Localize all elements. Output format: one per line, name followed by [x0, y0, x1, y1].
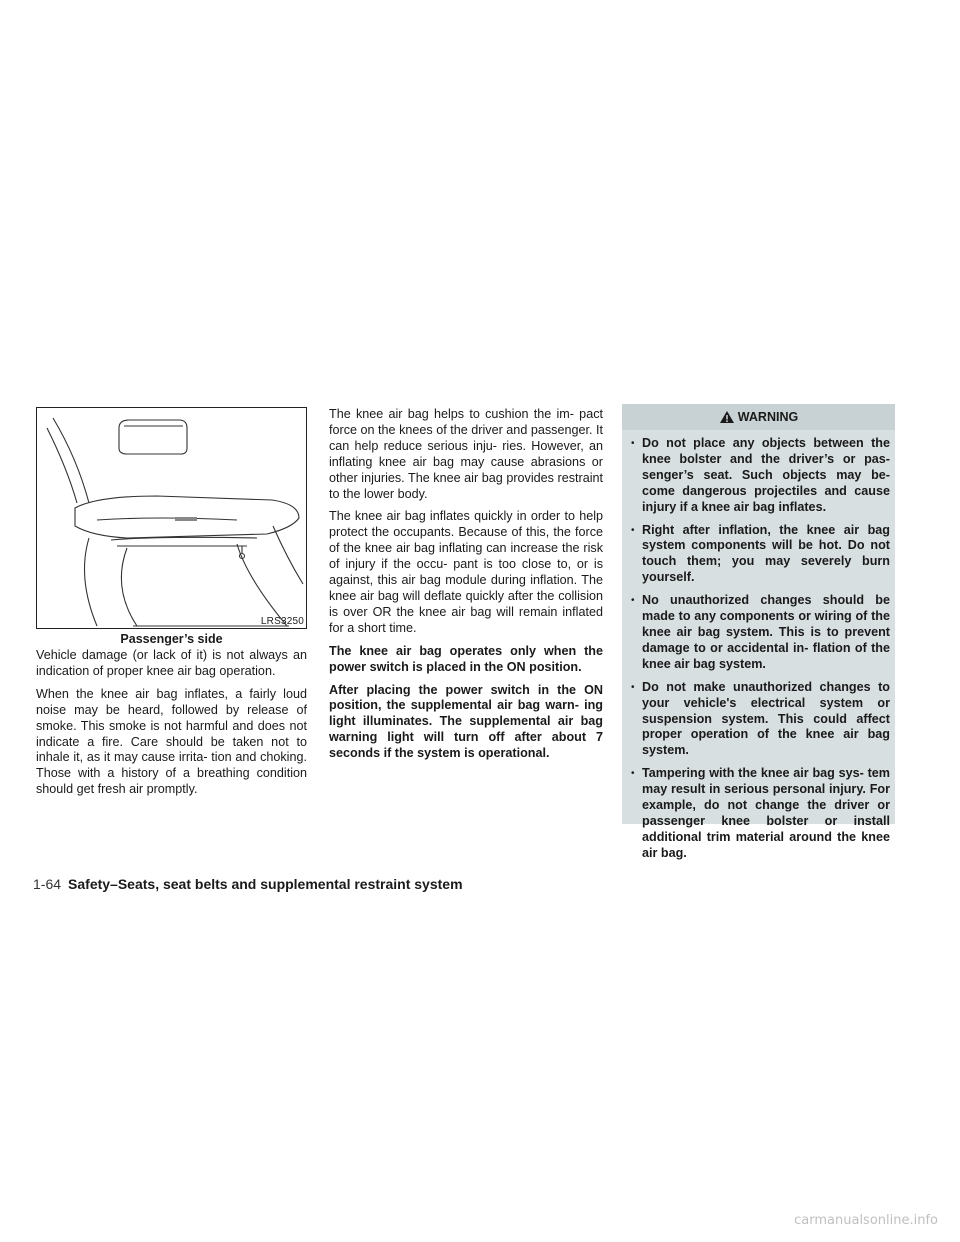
paragraph: When the knee air bag inflates, a fairly loud noise may be heard, followed by release of smoke. This smoke is not harmful and does not indicate a fire. Care should be taken not to inhale it, as it may cause irrita- tion and choking. Those with a history of a breathing condition should get fresh air promptly. — [36, 686, 307, 797]
paragraph-bold: After placing the power switch in the ON position, the supplemental air bag warn- ing light illuminates. The supplemental air bag warning light will turn off after about 7 seconds if the system is operational. — [329, 682, 603, 761]
dashboard-drawing — [37, 408, 306, 628]
page-footer — [33, 876, 463, 892]
page-number: 1-64 — [33, 876, 62, 892]
warning-triangle-icon — [719, 410, 735, 424]
watermark: carmanualsonline.info — [794, 1213, 938, 1228]
left-column — [36, 648, 307, 805]
warning-header — [622, 404, 895, 430]
middle-column — [329, 407, 603, 769]
warning-title: WARNING — [737, 410, 799, 424]
warning-item: • No unauthorized changes should be made to any components or wiring of the knee air bag system. This is to prevent damage to or accidental in- flation of the knee air bag system. — [631, 593, 890, 673]
paragraph: The knee air bag helps to cushion the im- pact force on the knees of the driver and passenger. It can help reduce serious inju- ries. However, an inflating knee air bag may cause abrasions or other injuries. The knee air bag provides restraint to the lower body. — [329, 407, 603, 501]
knee-airbag-illustration — [36, 407, 307, 629]
paragraph: The knee air bag inflates quickly in order to help protect the occupants. Because of this, the force of the knee air bag inflating can increase the risk of injury if the occu- pant is too close to, or is against, this air bag module during inflation. The knee air bag will deflate quickly after the collision is over OR the knee air bag will remain inflated for a short time. — [329, 509, 603, 635]
warning-item: • Right after inflation, the knee air bag system components will be hot. Do not touch them; you may severely burn yourself. — [631, 523, 890, 587]
paragraph: Vehicle damage (or lack of it) is not always an indication of proper knee air bag operation. — [36, 648, 307, 678]
warning-item: • Do not make unauthorized changes to your vehicle's electrical system or suspension system. This could affect proper operation of the knee air bag system. — [631, 680, 890, 760]
warning-item: • Do not place any objects between the knee bolster and the driver’s or pas- senger’s seat. Such objects may be- come dangerous projectiles and cause injury if a knee air bag inflates. — [631, 436, 890, 516]
section-title: Safety–Seats, seat belts and supplemental restraint system — [68, 876, 463, 892]
paragraph-bold: The knee air bag operates only when the power switch is placed in the ON position. — [329, 643, 603, 674]
figure-code: LRS3250 — [260, 616, 304, 627]
warning-list — [631, 436, 890, 869]
figure-caption: Passenger’s side — [120, 632, 223, 646]
warning-item: • Tampering with the knee air bag sys- tem may result in serious personal injury. For example, do not change the driver or passenger knee bolster or install additional trim material around the knee air bag. — [631, 766, 890, 861]
